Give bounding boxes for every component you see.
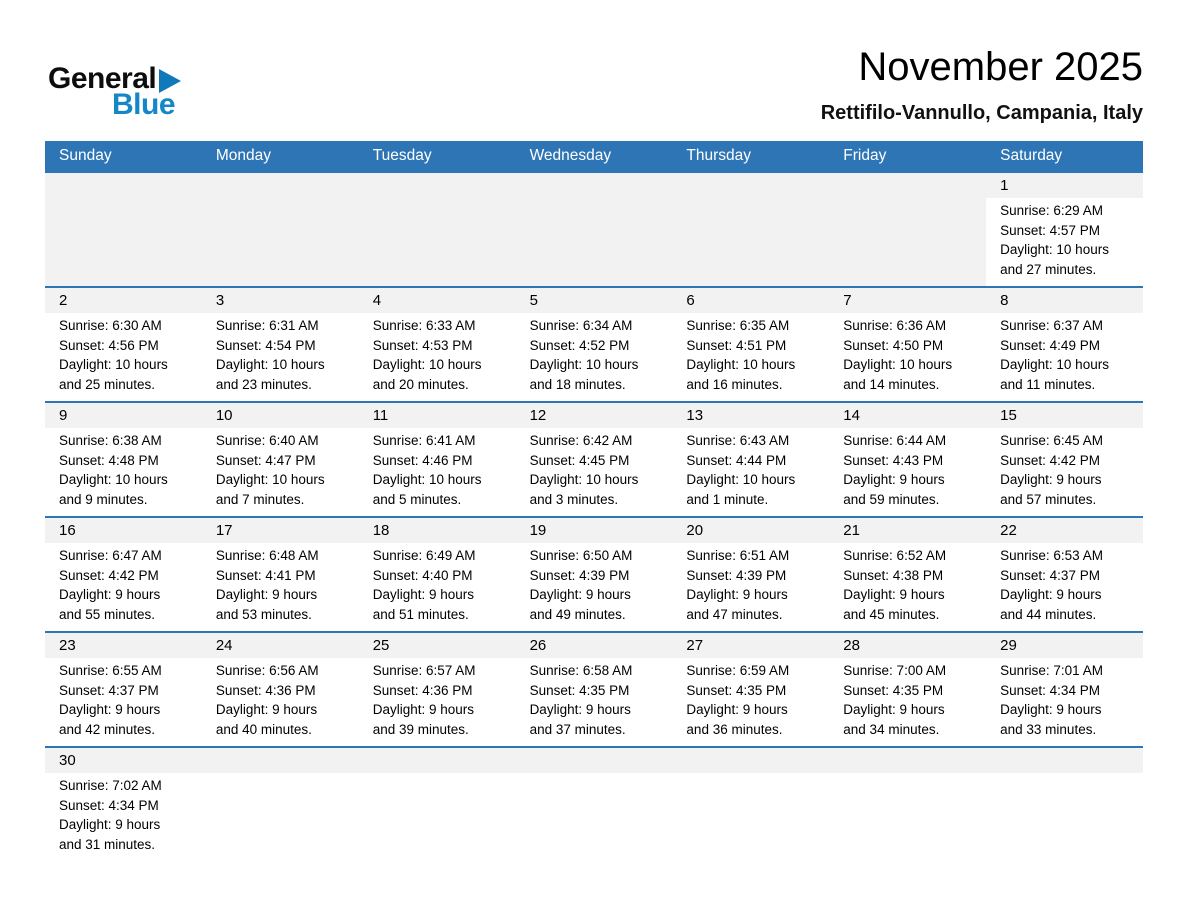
day-number: 10 [215, 407, 233, 424]
daylight-text-line1: Daylight: 9 hours [215, 587, 318, 602]
daylight-text-line1: Daylight: 10 hours [372, 472, 482, 487]
sunset-text: Sunset: 4:36 PM [215, 682, 316, 698]
sunrise-text: Sunrise: 6:30 AM [59, 318, 162, 333]
week-row-6 [45, 746, 1143, 861]
daylight-text-line2: and 42 minutes. [59, 721, 156, 737]
daylight-text-line1: Daylight: 9 hours [529, 702, 631, 717]
logo-text-general: General [48, 62, 157, 95]
sunset-text: Sunset: 4:36 PM [372, 682, 473, 698]
daylight-text-line1: Daylight: 9 hours [529, 587, 631, 602]
day-number: 3 [215, 292, 225, 309]
sunrise-text: Sunrise: 6:42 AM [529, 433, 633, 448]
day-info [1000, 658, 1137, 739]
day-cell-16 [45, 518, 202, 631]
daylight-text-line2: and 49 minutes. [529, 606, 626, 622]
day-number: 18 [372, 522, 390, 539]
daylight-text-line2: and 47 minutes. [686, 606, 783, 622]
daylight-text-line1: Daylight: 9 hours [59, 817, 161, 832]
day-header-saturday: Saturday [1000, 147, 1063, 164]
day-number: 27 [686, 637, 704, 654]
sunrise-text: Sunrise: 6:48 AM [215, 548, 319, 563]
daylight-text-line2: and 37 minutes. [529, 721, 626, 737]
day-cell-28 [829, 633, 986, 746]
day-cell-empty [516, 748, 673, 861]
day-cell-8 [986, 288, 1143, 401]
daylight-text-line1: Daylight: 10 hours [529, 357, 639, 372]
daylight-text-line1: Daylight: 9 hours [59, 587, 161, 602]
daylight-text-line2: and 16 minutes. [686, 376, 783, 392]
daylight-text-line2: and 11 minutes. [1000, 376, 1096, 392]
day-number: 29 [1000, 637, 1017, 654]
sunrise-text: Sunrise: 6:41 AM [372, 433, 476, 448]
day-cell-5 [516, 288, 673, 401]
day-number: 9 [59, 407, 68, 424]
day-cell-24 [202, 633, 359, 746]
day-cell-4 [359, 288, 516, 401]
sunrise-text: Sunrise: 6:36 AM [843, 318, 947, 333]
day-header-sunday: Sunday [59, 147, 112, 164]
day-info [59, 428, 196, 509]
daylight-text-line2: and 14 minutes. [843, 376, 940, 392]
day-number: 7 [843, 292, 852, 309]
week-row-4 [45, 516, 1143, 631]
sunrise-text: Sunrise: 6:59 AM [686, 663, 790, 678]
day-number: 17 [215, 522, 233, 539]
daylight-text-line1: Daylight: 9 hours [843, 472, 945, 487]
sunrise-text: Sunrise: 7:02 AM [59, 778, 162, 793]
day-number: 25 [372, 637, 390, 654]
sunrise-text: Sunrise: 6:29 AM [1000, 203, 1103, 218]
day-cell-empty [359, 748, 516, 861]
sunset-text: Sunset: 4:52 PM [529, 337, 630, 353]
sunset-text: Sunset: 4:39 PM [686, 567, 787, 583]
daylight-text-line1: Daylight: 10 hours [59, 472, 168, 487]
daylight-text-line2: and 34 minutes. [843, 721, 940, 737]
day-cell-15 [986, 403, 1143, 516]
sunrise-text: Sunrise: 6:35 AM [686, 318, 790, 333]
sunrise-text: Sunrise: 6:53 AM [1000, 548, 1103, 563]
day-cell-empty [672, 748, 829, 861]
daylight-text-line1: Daylight: 9 hours [686, 587, 788, 602]
sunset-text: Sunset: 4:39 PM [529, 567, 630, 583]
day-cell-empty [45, 173, 202, 286]
day-cell-13 [672, 403, 829, 516]
day-cell-30 [45, 748, 202, 861]
daylight-text-line1: Daylight: 10 hours [1000, 242, 1109, 257]
day-info [1000, 313, 1137, 394]
day-number: 16 [59, 522, 76, 539]
daylight-text-line2: and 23 minutes. [215, 376, 312, 392]
sunrise-text: Sunrise: 6:57 AM [372, 663, 476, 678]
daylight-text-line1: Daylight: 9 hours [1000, 702, 1102, 717]
day-number: 24 [215, 637, 233, 654]
sunset-text: Sunset: 4:50 PM [843, 337, 944, 353]
day-header-friday: Friday [843, 147, 887, 164]
day-cell-27 [672, 633, 829, 746]
day-cell-19 [516, 518, 673, 631]
daylight-text-line1: Daylight: 10 hours [215, 472, 325, 487]
day-cell-25 [359, 633, 516, 746]
week-row-1 [45, 171, 1143, 286]
daylight-text-line1: Daylight: 10 hours [686, 357, 796, 372]
sunset-text: Sunset: 4:46 PM [372, 452, 473, 468]
day-cell-29 [986, 633, 1143, 746]
day-info [373, 658, 510, 739]
day-cell-empty [516, 173, 673, 286]
sunset-text: Sunset: 4:51 PM [686, 337, 787, 353]
daylight-text-line1: Daylight: 9 hours [1000, 472, 1102, 487]
day-info [1000, 428, 1137, 509]
sunset-text: Sunset: 4:48 PM [59, 452, 159, 468]
daylight-text-line1: Daylight: 10 hours [843, 357, 953, 372]
sunset-text: Sunset: 4:35 PM [843, 682, 944, 698]
general-blue-logo [48, 38, 181, 120]
daylight-text-line2: and 36 minutes. [686, 721, 783, 737]
day-cell-empty [829, 748, 986, 861]
sunset-text: Sunset: 4:42 PM [1000, 452, 1100, 468]
sunrise-text: Sunrise: 7:00 AM [843, 663, 947, 678]
sunset-text: Sunset: 4:35 PM [529, 682, 630, 698]
sunset-text: Sunset: 4:34 PM [59, 797, 159, 813]
daylight-text-line2: and 33 minutes. [1000, 721, 1097, 737]
sunset-text: Sunset: 4:38 PM [843, 567, 944, 583]
day-info [530, 543, 667, 624]
day-cell-10 [202, 403, 359, 516]
day-cell-14 [829, 403, 986, 516]
day-number: 30 [59, 752, 76, 769]
daylight-text-line1: Daylight: 9 hours [59, 702, 161, 717]
sunset-text: Sunset: 4:54 PM [215, 337, 316, 353]
calendar-weeks [45, 171, 1143, 861]
sunrise-text: Sunrise: 6:31 AM [215, 318, 319, 333]
day-info [1000, 198, 1137, 279]
day-info [843, 658, 980, 739]
day-cell-empty [202, 173, 359, 286]
day-info [530, 428, 667, 509]
sunrise-text: Sunrise: 6:47 AM [59, 548, 162, 563]
day-cell-23 [45, 633, 202, 746]
sunrise-text: Sunrise: 6:45 AM [1000, 433, 1103, 448]
day-number: 1 [1000, 177, 1009, 194]
day-number: 28 [843, 637, 860, 654]
day-info [373, 313, 510, 394]
daylight-text-line2: and 20 minutes. [372, 376, 469, 392]
day-info [216, 658, 353, 739]
day-cell-22 [986, 518, 1143, 631]
day-number: 20 [686, 522, 704, 539]
daylight-text-line2: and 5 minutes. [372, 491, 462, 507]
day-header-tuesday: Tuesday [372, 147, 432, 164]
logo-text-blue: Blue [112, 88, 176, 121]
day-number: 21 [843, 522, 860, 539]
sunset-text: Sunset: 4:35 PM [686, 682, 787, 698]
calendar [45, 141, 1143, 861]
day-number: 12 [529, 407, 547, 424]
day-info [59, 543, 196, 624]
day-number: 2 [59, 292, 68, 309]
daylight-text-line2: and 59 minutes. [843, 491, 940, 507]
sunset-text: Sunset: 4:57 PM [1000, 222, 1100, 238]
day-number: 22 [1000, 522, 1017, 539]
sunrise-text: Sunrise: 6:49 AM [372, 548, 476, 563]
day-info [530, 313, 667, 394]
daylight-text-line2: and 51 minutes. [372, 606, 469, 622]
sunrise-text: Sunrise: 6:55 AM [59, 663, 162, 678]
day-info [686, 543, 823, 624]
day-info [530, 658, 667, 739]
sunset-text: Sunset: 4:41 PM [215, 567, 316, 583]
daylight-text-line2: and 44 minutes. [1000, 606, 1097, 622]
day-cell-21 [829, 518, 986, 631]
day-number: 11 [372, 407, 389, 424]
daylight-text-line1: Daylight: 10 hours [529, 472, 639, 487]
day-number: 26 [529, 637, 547, 654]
daylight-text-line1: Daylight: 10 hours [372, 357, 482, 372]
day-header-monday: Monday [215, 147, 271, 164]
sunset-text: Sunset: 4:45 PM [529, 452, 630, 468]
sunrise-text: Sunrise: 6:52 AM [843, 548, 947, 563]
day-number: 14 [843, 407, 860, 424]
sunset-text: Sunset: 4:42 PM [59, 567, 159, 583]
daylight-text-line1: Daylight: 9 hours [686, 702, 788, 717]
daylight-text-line1: Daylight: 9 hours [215, 702, 318, 717]
day-number: 15 [1000, 407, 1017, 424]
title-block [821, 38, 1143, 125]
day-number: 6 [686, 292, 695, 309]
sunrise-text: Sunrise: 6:38 AM [59, 433, 162, 448]
sunrise-text: Sunrise: 7:01 AM [1000, 663, 1103, 678]
sunset-text: Sunset: 4:44 PM [686, 452, 787, 468]
week-row-2 [45, 286, 1143, 401]
day-cell-20 [672, 518, 829, 631]
day-cell-2 [45, 288, 202, 401]
daylight-text-line1: Daylight: 9 hours [372, 702, 475, 717]
daylight-text-line2: and 53 minutes. [215, 606, 312, 622]
day-info [1000, 543, 1137, 624]
day-info [843, 428, 980, 509]
day-cell-3 [202, 288, 359, 401]
day-cell-9 [45, 403, 202, 516]
daylight-text-line1: Daylight: 9 hours [1000, 587, 1102, 602]
day-cell-18 [359, 518, 516, 631]
sunrise-text: Sunrise: 6:40 AM [215, 433, 319, 448]
sunrise-text: Sunrise: 6:44 AM [843, 433, 947, 448]
week-row-5 [45, 631, 1143, 746]
day-cell-empty [672, 173, 829, 286]
day-info [216, 543, 353, 624]
daylight-text-line2: and 40 minutes. [215, 721, 312, 737]
daylight-text-line2: and 25 minutes. [59, 376, 156, 392]
sunrise-text: Sunrise: 6:43 AM [686, 433, 790, 448]
day-number: 23 [59, 637, 76, 654]
daylight-text-line2: and 31 minutes. [59, 836, 156, 852]
sunset-text: Sunset: 4:34 PM [1000, 682, 1100, 698]
day-info [216, 428, 353, 509]
day-info [843, 313, 980, 394]
day-header-thursday: Thursday [686, 147, 752, 164]
day-cell-empty [829, 173, 986, 286]
day-cell-empty [202, 748, 359, 861]
day-header-wednesday: Wednesday [529, 147, 612, 164]
sunrise-text: Sunrise: 6:50 AM [529, 548, 633, 563]
day-info [373, 428, 510, 509]
day-number: 13 [686, 407, 704, 424]
daylight-text-line1: Daylight: 10 hours [215, 357, 325, 372]
sunrise-text: Sunrise: 6:37 AM [1000, 318, 1103, 333]
daylight-text-line1: Daylight: 10 hours [686, 472, 796, 487]
day-cell-17 [202, 518, 359, 631]
day-cell-12 [516, 403, 673, 516]
daylight-text-line2: and 3 minutes. [529, 491, 619, 507]
daylight-text-line2: and 1 minute. [686, 491, 769, 507]
sunrise-text: Sunrise: 6:51 AM [686, 548, 790, 563]
month-title: November 2025 [858, 45, 1143, 89]
daylight-text-line1: Daylight: 10 hours [1000, 357, 1109, 372]
day-info [686, 313, 823, 394]
daylight-text-line2: and 55 minutes. [59, 606, 156, 622]
sunset-text: Sunset: 4:56 PM [59, 337, 159, 353]
daylight-text-line2: and 27 minutes. [1000, 261, 1097, 277]
page-header [0, 0, 1188, 141]
daylight-text-line2: and 57 minutes. [1000, 491, 1097, 507]
day-cell-empty [359, 173, 516, 286]
day-cell-empty [986, 748, 1143, 861]
daylight-text-line1: Daylight: 10 hours [59, 357, 168, 372]
day-cell-1 [986, 173, 1143, 286]
daylight-text-line1: Daylight: 9 hours [372, 587, 475, 602]
calendar-header-row [45, 141, 1143, 171]
sunrise-text: Sunrise: 6:56 AM [215, 663, 319, 678]
sunset-text: Sunset: 4:49 PM [1000, 337, 1100, 353]
day-info [216, 313, 353, 394]
sunset-text: Sunset: 4:53 PM [372, 337, 473, 353]
sunset-text: Sunset: 4:40 PM [372, 567, 473, 583]
day-cell-11 [359, 403, 516, 516]
day-info [843, 543, 980, 624]
sunrise-text: Sunrise: 6:34 AM [529, 318, 633, 333]
sunset-text: Sunset: 4:43 PM [843, 452, 944, 468]
day-number: 8 [1000, 292, 1009, 309]
daylight-text-line2: and 9 minutes. [59, 491, 148, 507]
day-info [686, 658, 823, 739]
day-number: 4 [372, 292, 382, 309]
daylight-text-line2: and 45 minutes. [843, 606, 940, 622]
daylight-text-line2: and 39 minutes. [372, 721, 469, 737]
sunrise-text: Sunrise: 6:33 AM [372, 318, 476, 333]
day-cell-7 [829, 288, 986, 401]
day-info [59, 313, 196, 394]
daylight-text-line1: Daylight: 9 hours [843, 702, 945, 717]
day-info [59, 773, 196, 854]
day-cell-6 [672, 288, 829, 401]
sunset-text: Sunset: 4:37 PM [59, 682, 159, 698]
sunset-text: Sunset: 4:37 PM [1000, 567, 1100, 583]
day-info [373, 543, 510, 624]
daylight-text-line2: and 18 minutes. [529, 376, 626, 392]
day-cell-26 [516, 633, 673, 746]
daylight-text-line2: and 7 minutes. [215, 491, 305, 507]
sunset-text: Sunset: 4:47 PM [215, 452, 316, 468]
daylight-text-line1: Daylight: 9 hours [843, 587, 945, 602]
day-info [59, 658, 196, 739]
week-row-3 [45, 401, 1143, 516]
location-subtitle: Rettifilo-Vannullo, Campania, Italy [820, 102, 1143, 124]
day-info [686, 428, 823, 509]
day-number: 19 [529, 522, 547, 539]
sunrise-text: Sunrise: 6:58 AM [529, 663, 633, 678]
day-number: 5 [529, 292, 538, 309]
